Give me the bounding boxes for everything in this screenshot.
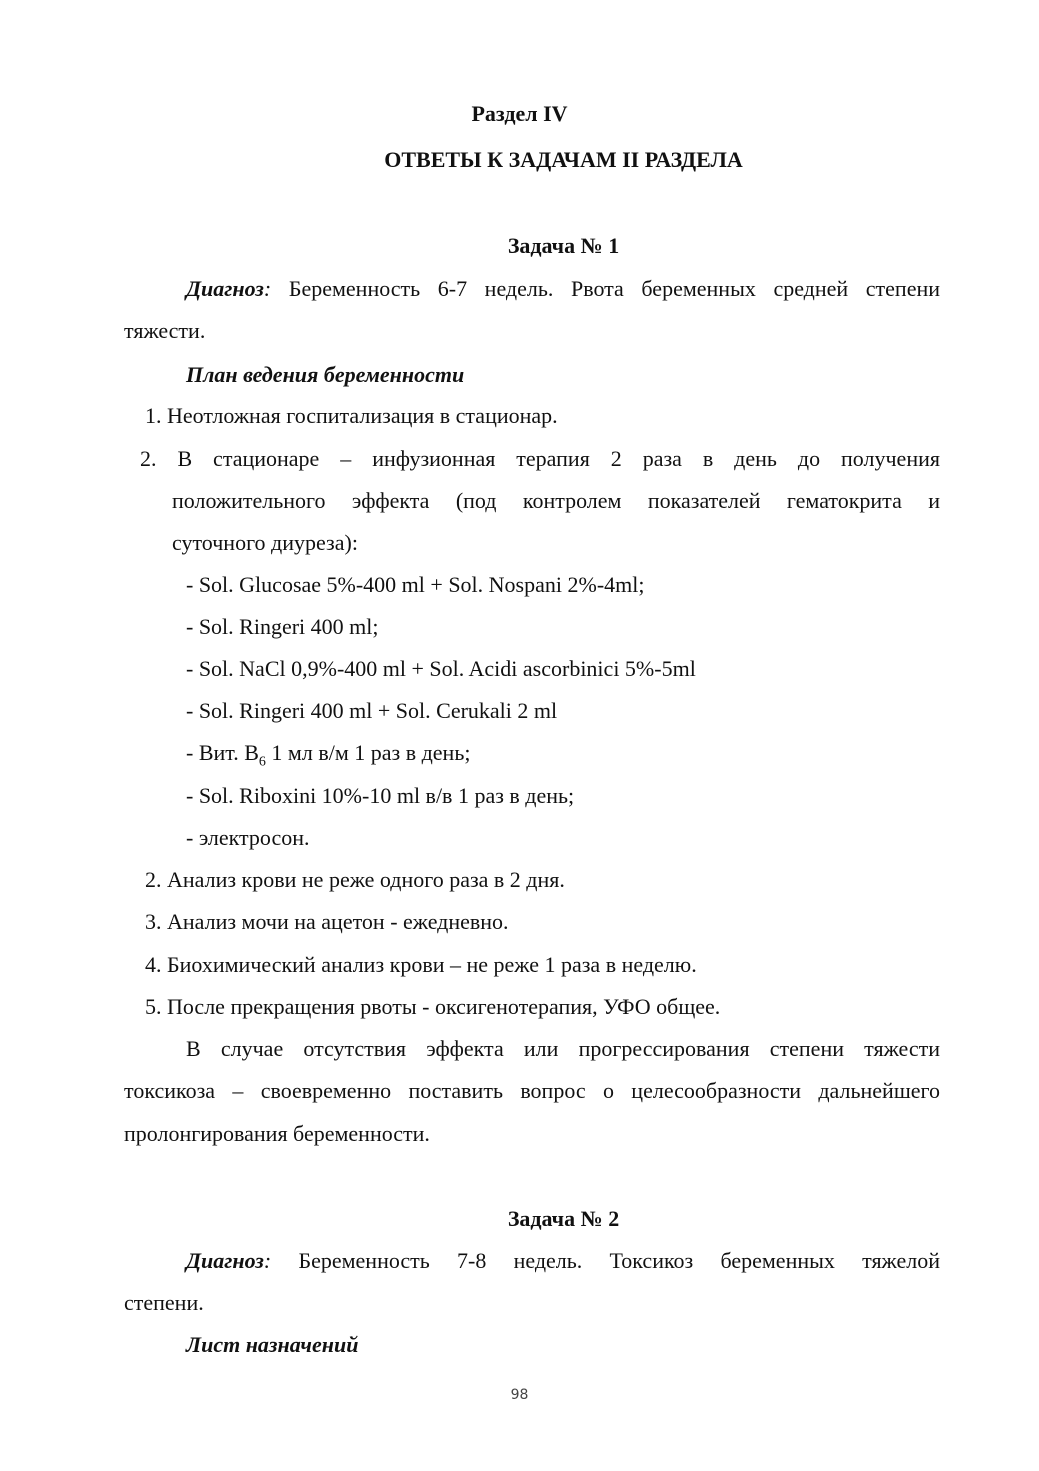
task2-heading: Задача № 2 bbox=[507, 1206, 620, 1231]
diagnosis-text: Беременность 6-7 недель. Рвота беременных средней степени bbox=[288, 276, 940, 301]
task1-list-item: 1. Неотложная госпитализация в стационар. bbox=[145, 403, 558, 428]
task1-diagnosis-line1 bbox=[186, 276, 940, 302]
task1-list-item: 3. Анализ мочи на ацетон - ежедневно. bbox=[145, 909, 509, 934]
prescription-line: - Sol. Ringeri 400 ml + Sol. Cerukali 2 ml bbox=[186, 698, 558, 723]
task1-list-item: 2. В стационаре – инфузионная терапия 2 раза в день до получения bbox=[140, 446, 940, 471]
task2-diagnosis-line2: степени. bbox=[124, 1290, 204, 1315]
task2-diagnosis-line1 bbox=[186, 1248, 940, 1274]
page-number: 98 bbox=[510, 1387, 529, 1403]
task1-list-item-cont: суточного диуреза): bbox=[172, 530, 358, 555]
page-title: ОТВЕТЫ К ЗАДАЧАМ II РАЗДЕЛА bbox=[384, 147, 743, 172]
prescription-line: - электросон. bbox=[186, 825, 310, 850]
task1-note: токсикоза – своевременно поставить вопрос о целесообразности дальнейшего bbox=[124, 1078, 940, 1103]
task2-list-heading: Лист назначений bbox=[186, 1332, 359, 1357]
diagnosis-label: Диагноз bbox=[186, 1248, 264, 1273]
task1-list-item: 4. Биохимический анализ крови – не реже 1 раза в неделю. bbox=[145, 952, 697, 977]
prescription-line: - Sol. NaCl 0,9%-400 ml + Sol. Acidi ascorbinici 5%-5ml bbox=[186, 656, 696, 681]
task1-plan-heading: План ведения беременности bbox=[186, 362, 465, 387]
section-label: Раздел IV bbox=[471, 101, 568, 126]
task1-note: пролонгирования беременности. bbox=[124, 1121, 430, 1146]
prescription-line: - Sol. Glucosae 5%-400 ml + Sol. Nospani 2%-4ml; bbox=[186, 572, 645, 597]
diagnosis-colon: : bbox=[263, 276, 272, 301]
prescription-line bbox=[186, 740, 471, 770]
prescription-line: - Sol. Riboxini 10%-10 ml в/в 1 раз в день; bbox=[186, 783, 575, 808]
vitamin-suffix: 1 мл в/м 1 раз в день; bbox=[265, 740, 471, 765]
task1-heading: Задача № 1 bbox=[507, 233, 620, 258]
diagnosis-colon: : bbox=[263, 1248, 272, 1273]
diagnosis-text: Беременность 7-8 недель. Токсикоз беременных тяжелой bbox=[298, 1248, 940, 1273]
task1-list-item-cont: положительного эффекта (под контролем показателей гематокрита и bbox=[172, 488, 940, 513]
task1-note: В случае отсутствия эффекта или прогрессирования степени тяжести bbox=[186, 1036, 940, 1061]
diagnosis-label: Диагноз bbox=[186, 276, 264, 301]
vitamin-subscript: 6 bbox=[258, 754, 266, 770]
prescription-line: - Sol. Ringeri 400 ml; bbox=[186, 614, 379, 639]
vitamin-prefix: - Вит. В bbox=[186, 740, 259, 765]
task1-diagnosis-line2: тяжести. bbox=[124, 318, 206, 343]
task1-list-item: 2. Анализ крови не реже одного раза в 2 дня. bbox=[145, 867, 565, 892]
task1-list-item: 5. После прекращения рвоты - оксигенотерапия, УФО общее. bbox=[145, 994, 721, 1019]
